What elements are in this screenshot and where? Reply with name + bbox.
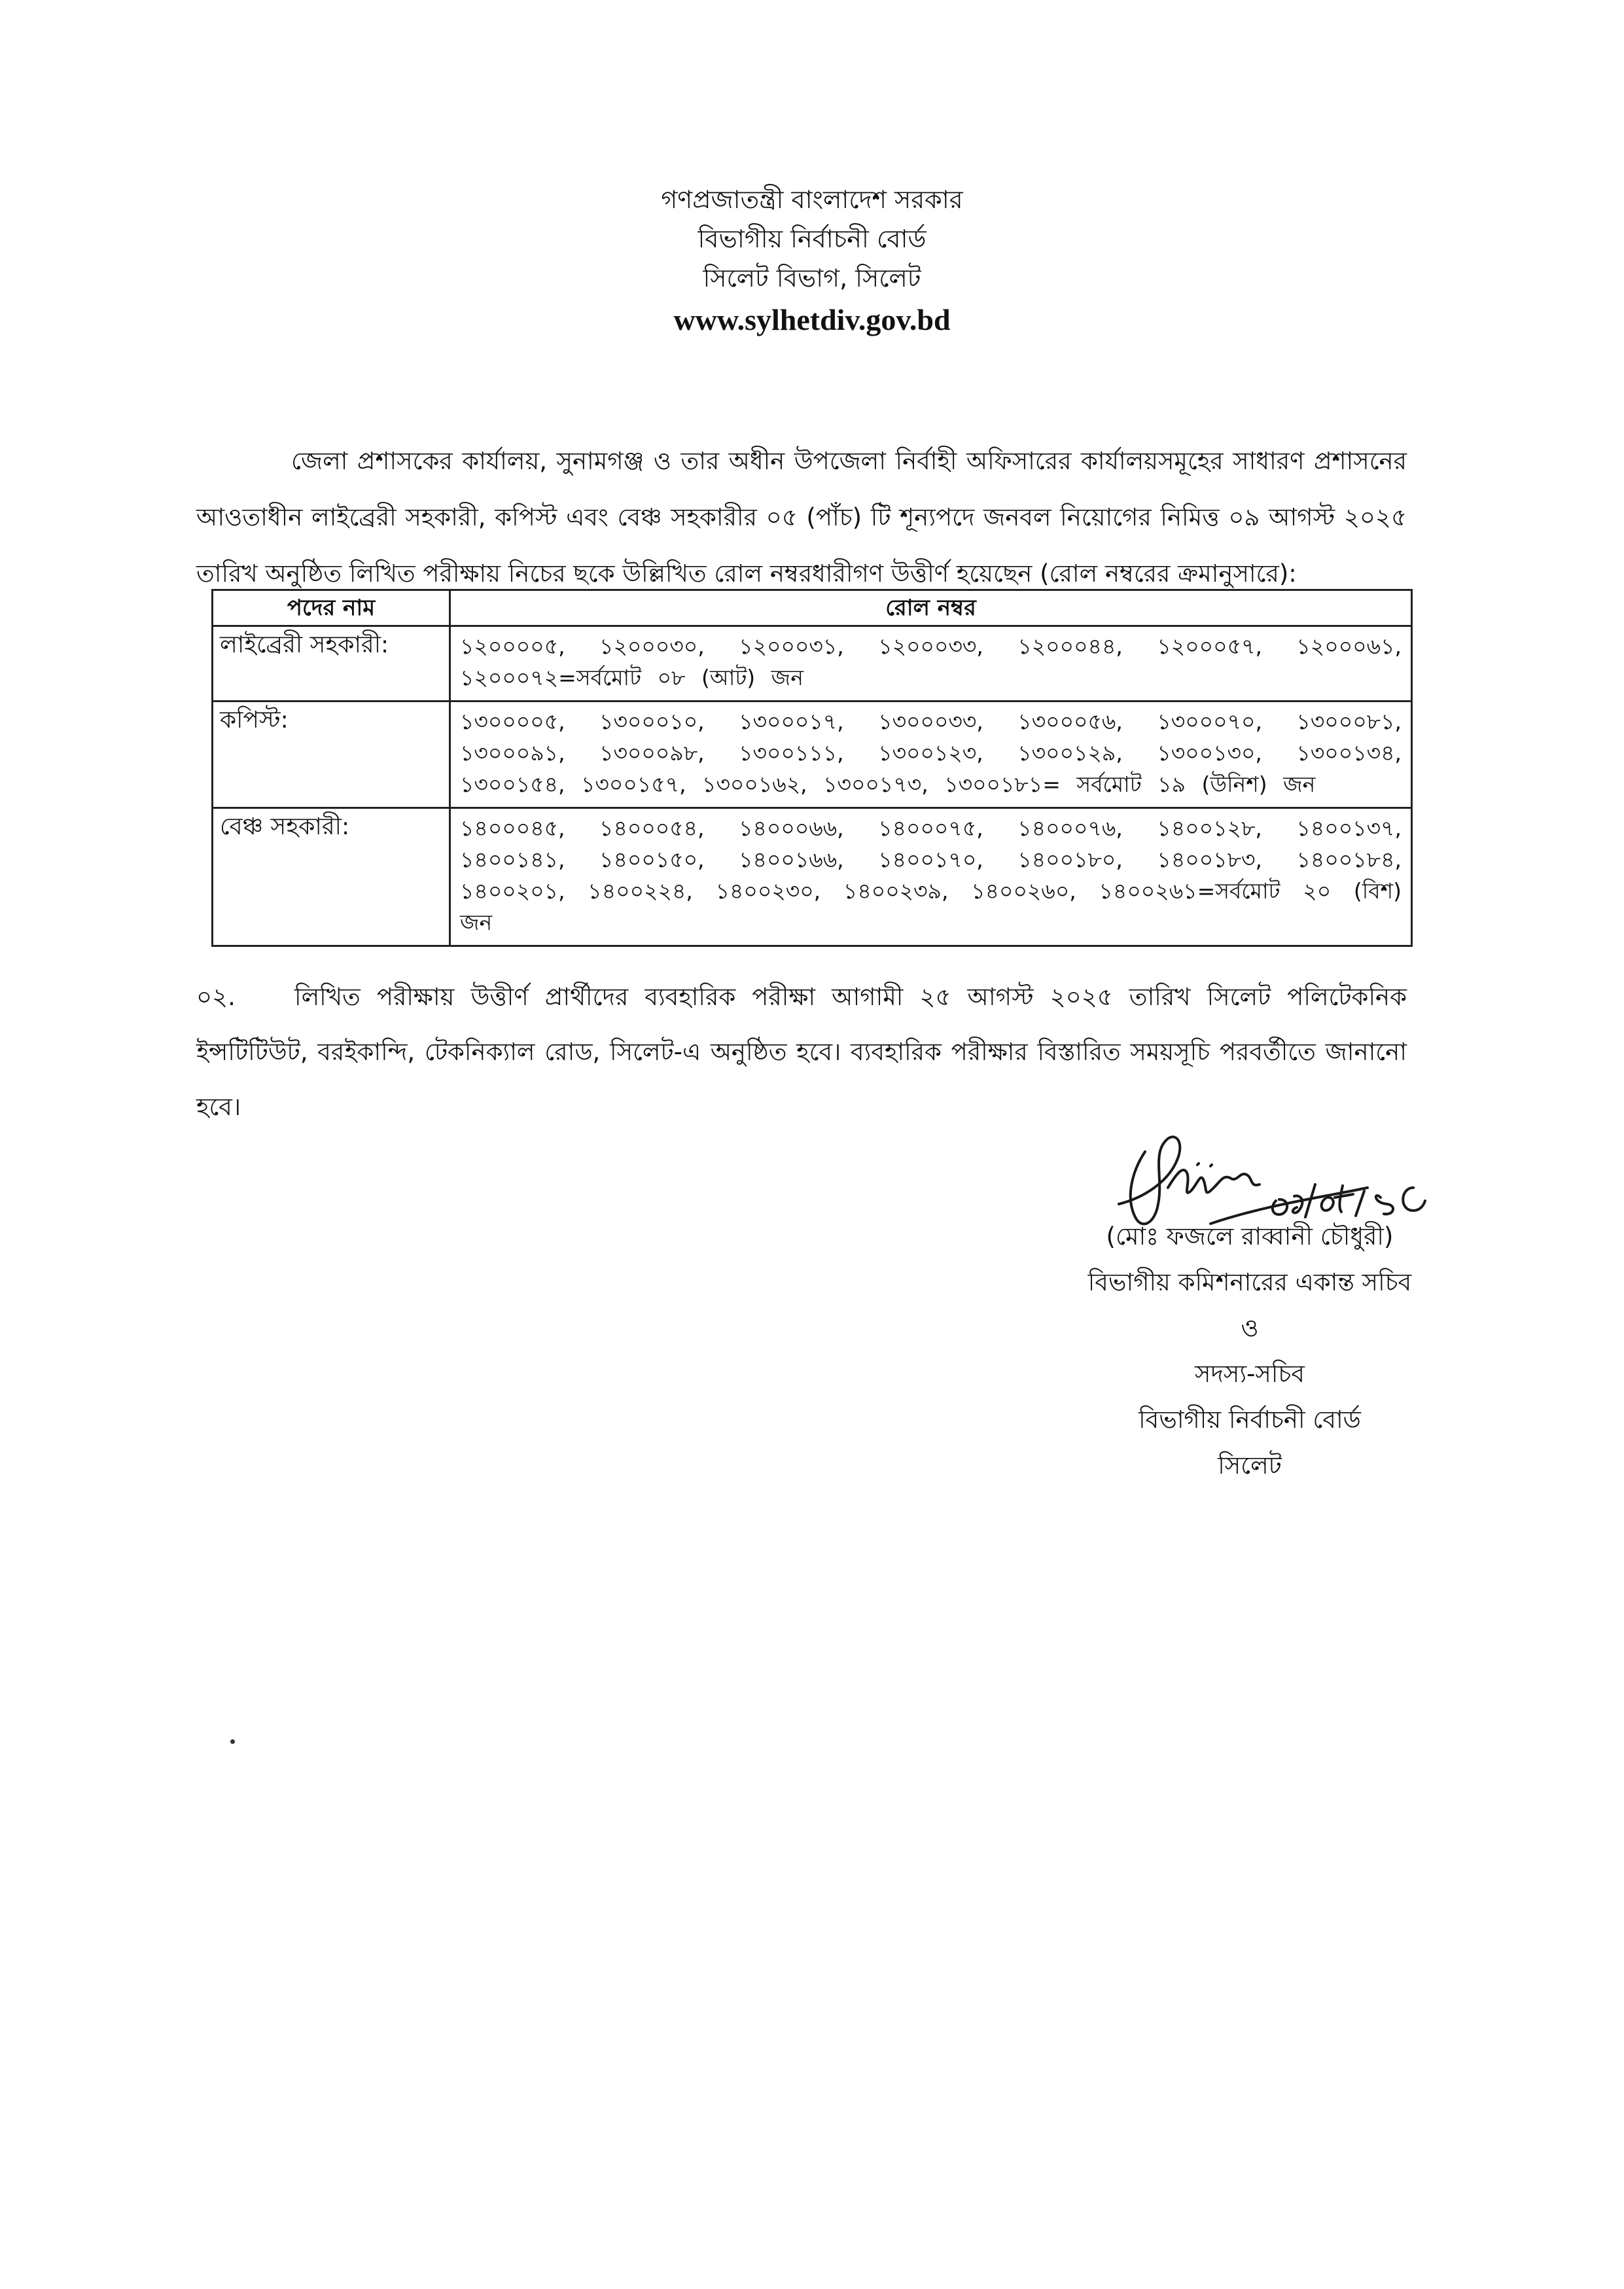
post-name-bench-assistant: বেঞ্চ সহকারী: <box>213 808 450 946</box>
post-name-copyist: কপিস্ট: <box>213 701 450 808</box>
results-table <box>211 589 1413 947</box>
document-header <box>0 180 1624 340</box>
roll-numbers-copyist: ১৩০০০০৫, ১৩০০০১০, ১৩০০০১৭, ১৩০০০৩৩, ১৩০০০৫৬, ১৩০০০৭০, ১৩০০০৮১, ১৩০০০৯১, ১৩০০০৯৮, ১৩০০১১১, ১৩০০১২৩, ১৩০০১২৯, ১৩০০১৩০, ১৩০০১৩৪, ১৩০০১৫৪, ১৩০০১৫৭, ১৩০০১৬২, ১৩০০১৭৩, ১৩০০১৮১= সর্বমোট ১৯ (উনিশ) জন <box>450 701 1412 808</box>
post-name-library-assistant: লাইব্রেরী সহকারী: <box>213 626 450 701</box>
website-link[interactable]: www.sylhetdiv.gov.bd <box>673 303 951 336</box>
signatory-designation-3: বিভাগীয় নির্বাচনী বোর্ড <box>1139 1406 1361 1434</box>
table-row <box>213 808 1412 946</box>
roll-numbers-bench-assistant: ১৪০০০৪৫, ১৪০০০৫৪, ১৪০০০৬৬, ১৪০০০৭৫, ১৪০০০৭৬, ১৪০০১২৮, ১৪০০১৩৭, ১৪০০১৪১, ১৪০০১৫০, ১৪০০১৬৬, ১৪০০১৭০, ১৪০০১৮০, ১৪০০১৮৩, ১৪০০১৮৪, ১৪০০২০১, ১৪০০২২৪, ১৪০০২৩০, ১৪০০২৩৯, ১৪০০২৬০, ১৪০০২৬১=সর্বমোট ২০ (বিশ) জন <box>450 808 1412 946</box>
signature-block <box>1021 1214 1479 1489</box>
signatory-designation-1: বিভাগীয় কমিশনারের একান্ত সচিব <box>1087 1268 1412 1296</box>
practical-exam-paragraph <box>196 970 1407 1135</box>
board-name: বিভাগীয় নির্বাচনী বোর্ড <box>697 224 927 253</box>
signatory-conjunction: ও <box>1241 1314 1259 1342</box>
division-name: সিলেট বিভাগ, সিলেট <box>703 264 921 293</box>
stray-mark <box>230 1739 235 1744</box>
signatory-name: (মোঃ ফজলে রাব্বানী চৌধুরী) <box>1106 1222 1394 1251</box>
roll-numbers-library-assistant: ১২০০০০৫, ১২০০০৩০, ১২০০০৩১, ১২০০০৩৩, ১২০০০৪৪, ১২০০০৫৭, ১২০০০৬১, ১২০০০৭২=সর্বমোট ০৮ (আট) জন <box>450 626 1412 701</box>
signatory-place: সিলেট <box>1218 1451 1282 1480</box>
intro-paragraph: জেলা প্রশাসকের কার্যালয়, সুনামগঞ্জ ও তার অধীন উপজেলা নির্বাহী অফিসারের কার্যালয়সমূহের সাধারণ প্রশাসনের আওতাধীন লাইব্রেরী সহকারী, কপিস্ট এবং বেঞ্চ সহকারীর ০৫ (পাঁচ) টি শূন্যপদে জনবল নিয়োগের নিমিত্ত ০৯ আগস্ট ২০২৫ তারিখ অনুষ্ঠিত লিখিত পরীক্ষায় নিচের ছকে উল্লিখিত রোল নম্বরধারীগণ উত্তীর্ণ হয়েছেন (রোল নম্বরের ক্রমানুসারে): <box>196 447 1407 588</box>
roll-column-header: রোল নম্বর <box>450 590 1412 626</box>
table-header-row <box>213 590 1412 626</box>
signatory-designation-2: সদস্য-সচিব <box>1195 1360 1305 1388</box>
government-name: গণপ্রজাতন্ত্রী বাংলাদেশ সরকার <box>661 185 963 214</box>
table-row <box>213 701 1412 808</box>
table-row <box>213 626 1412 701</box>
practical-exam-text: লিখিত পরীক্ষায় উত্তীর্ণ প্রার্থীদের ব্যবহারিক পরীক্ষা আগামী ২৫ আগস্ট ২০২৫ তারিখ সিলেট পলিটেকনিক ইন্সটিটিউট, বরইকান্দি, টেকনিক্যাল রোড, সিলেট-এ অনুষ্ঠিত হবে। ব্যবহারিক পরীক্ষার বিস্তারিত সময়সূচি পরবর্তীতে জানানো হবে। <box>196 983 1407 1121</box>
paragraph-number: ০২. <box>196 983 236 1011</box>
post-column-header: পদের নাম <box>213 590 450 626</box>
